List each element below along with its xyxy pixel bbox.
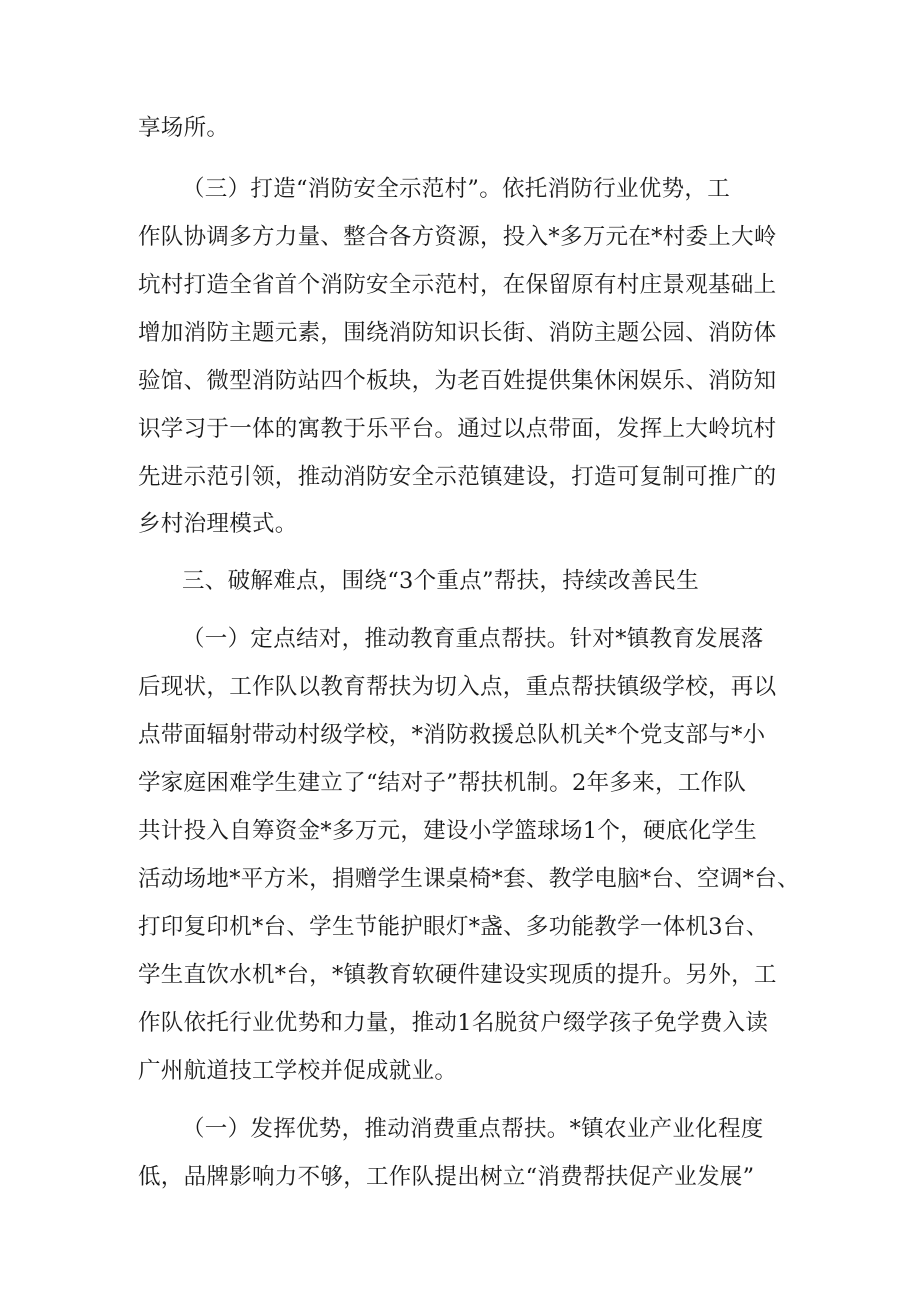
text-line-18: 学生直饮水机*台，*镇教育软硬件建设实现质的提升。另外，工 bbox=[138, 962, 777, 988]
text-line-4: 坑村打造全省首个消防安全示范村，在保留原有村庄景观基础上 bbox=[138, 272, 777, 298]
text-line-3: 作队协调多方力量、整合各方资源，投入*多万元在*村委上大岭 bbox=[138, 224, 777, 250]
text-line-7: 识学习于一体的寓教于乐平台。通过以点带面，发挥上大岭坑村 bbox=[138, 416, 777, 442]
text-line-15: 共计投入自筹资金*多万元，建设小学篮球场1个，硬底化学生 bbox=[138, 818, 757, 844]
text-line-5: 增加消防主题元素，围绕消防知识长街、消防主题公园、消防体 bbox=[138, 320, 777, 346]
text-line-6: 验馆、微型消防站四个板块，为老百姓提供集休闲娱乐、消防知 bbox=[138, 368, 777, 394]
subsection-2-heading-line: （一）发挥优势，推动消费重点帮扶。*镇农业产业化程度 bbox=[182, 1116, 764, 1142]
text-line-20: 广州航道技工学校并促成就业。 bbox=[138, 1058, 458, 1084]
text-line-19: 作队依托行业优势和力量，推动1名脱贫户缀学孩子免学费入读 bbox=[138, 1010, 769, 1036]
chapter-3-heading: 三、破解难点，围绕“3个重点”帮扶，持续改善民生 bbox=[182, 568, 700, 594]
text-line-16: 活动场地*平方米，捐赠学生课桌椅*套、教学电脑*台、空调*台、 bbox=[138, 866, 800, 892]
text-line-17: 打印复印机*台、学生节能护眼灯*盏、多功能教学一体机3台、 bbox=[138, 914, 769, 940]
section-3-heading-line: （三）打造“消防安全示范村”。依托消防行业优势，工 bbox=[182, 176, 731, 202]
text-line-13: 点带面辐射带动村级学校，*消防救援总队机关*个党支部与*小 bbox=[138, 722, 766, 748]
text-line-1: 享场所。 bbox=[138, 115, 230, 141]
text-line-12: 后现状，工作队以教育帮扶为切入点，重点帮扶镇级学校，再以 bbox=[138, 674, 777, 700]
subsection-1-heading-line: （一）定点结对，推动教育重点帮扶。针对*镇教育发展落 bbox=[182, 626, 764, 652]
text-line-22: 低，品牌影响力不够，工作队提出树立“消费帮扶促产业发展” bbox=[138, 1164, 755, 1190]
text-line-14: 学家庭困难学生建立了“结对子”帮扶机制。2年多来，工作队 bbox=[138, 770, 747, 796]
text-line-9: 乡村治理模式。 bbox=[138, 511, 298, 537]
text-line-8: 先进示范引领，推动消防安全示范镇建设，打造可复制可推广的 bbox=[138, 464, 777, 490]
